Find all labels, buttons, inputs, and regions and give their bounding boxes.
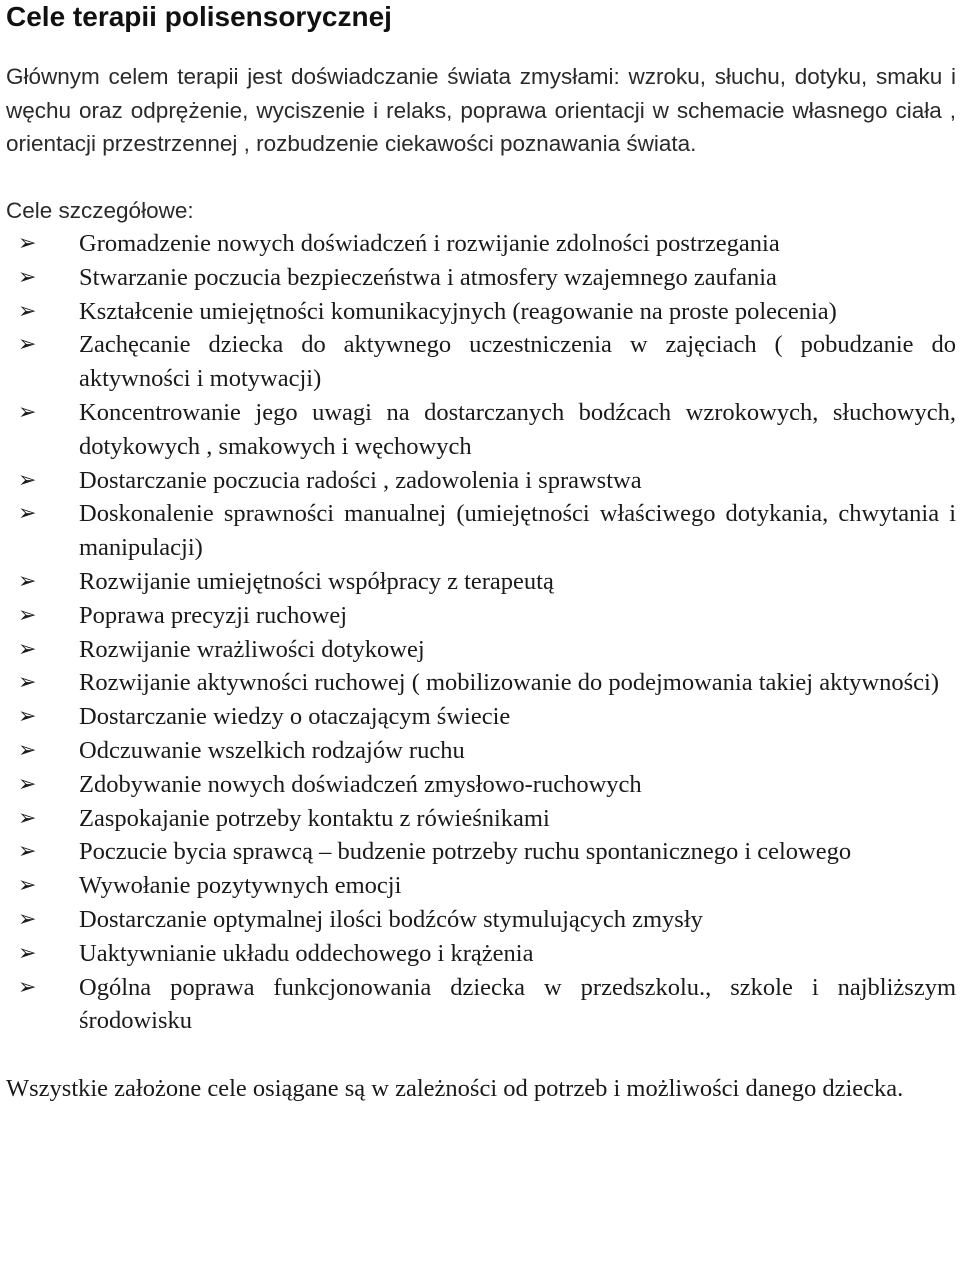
document-page [6, 0, 956, 1106]
document-title: Cele terapii polisensorycznej [6, 1, 392, 32]
list-item [6, 464, 956, 498]
list-item [6, 328, 956, 396]
arrowhead-bullet-icon: ➢ [18, 771, 37, 797]
arrowhead-bullet-icon: ➢ [18, 399, 37, 425]
arrowhead-bullet-icon: ➢ [18, 568, 37, 594]
list-item-text: Uaktywnianie układu oddechowego i krążenia [79, 939, 534, 967]
list-item-text: Gromadzenie nowych doświadczeń i rozwijanie zdolności postrzegania [79, 230, 780, 257]
arrowhead-bullet-icon: ➢ [18, 737, 37, 763]
list-item-text: Wywołanie pozytywnych emocji [79, 872, 402, 900]
arrowhead-bullet-icon: ➢ [18, 670, 37, 696]
list-item-text: Dostarczanie optymalnej ilości bodźców stymulujących zmysły [79, 905, 703, 933]
arrowhead-bullet-icon: ➢ [18, 805, 37, 831]
list-item [6, 768, 956, 802]
list-item [6, 396, 956, 464]
list-item [6, 565, 956, 599]
goals-heading: Cele szczegółowe: [6, 197, 194, 223]
arrowhead-bullet-icon: ➢ [18, 940, 37, 966]
list-item [6, 971, 956, 1039]
list-item [6, 869, 956, 903]
arrowhead-bullet-icon: ➢ [18, 704, 37, 730]
list-item [6, 802, 956, 836]
goals-list [6, 227, 956, 1038]
list-item [6, 227, 956, 261]
list-item [6, 700, 956, 734]
list-item [6, 937, 956, 971]
list-item-text: Rozwijanie umiejętności współpracy z terapeutą [79, 567, 554, 595]
list-item [6, 666, 956, 700]
arrowhead-bullet-icon: ➢ [18, 332, 37, 358]
list-item-text: Kształcenie umiejętności komunikacyjnych (reagowanie na proste polecenia) [79, 297, 837, 325]
arrowhead-bullet-icon: ➢ [18, 501, 37, 527]
arrowhead-bullet-icon: ➢ [18, 264, 37, 290]
list-item-text: Dostarczanie wiedzy o otaczającym świecie [79, 703, 511, 731]
arrowhead-bullet-icon: ➢ [18, 298, 37, 324]
list-item [6, 903, 956, 937]
arrowhead-bullet-icon: ➢ [18, 974, 37, 1000]
list-item-text: Stwarzanie poczucia bezpieczeństwa i atmosfery wzajemnego zaufania [79, 263, 777, 291]
list-item-text: Zdobywanie nowych doświadczeń zmysłowo-ruchowych [79, 770, 642, 798]
list-item-text: Dostarczanie poczucia radości , zadowolenia i sprawstwa [79, 466, 642, 494]
arrowhead-bullet-icon: ➢ [18, 873, 37, 899]
intro-paragraph: Głównym celem terapii jest doświadczanie świata zmysłami: wzroku, słuchu, dotyku, smaku i węchu oraz odprężenie, wyciszenie i relaks, poprawa orientacji w schemacie własnego ciała , orientacji przestrzennej , rozbudzenie ciekawości poznawania świata. [6, 64, 956, 156]
list-item-text: Rozwijanie aktywności ruchowej ( mobilizowanie do podejmowania takiej aktywności) [79, 669, 939, 697]
arrowhead-bullet-icon: ➢ [18, 839, 37, 865]
list-item [6, 261, 956, 295]
list-item-text: Poprawa precyzji ruchowej [79, 601, 348, 629]
closing-paragraph: Wszystkie założone cele osiągane są w zależności od potrzeb i możliwości danego dziecka. [6, 1075, 904, 1103]
list-item [6, 295, 956, 329]
list-item-text: Koncentrowanie jego uwagi na dostarczanych bodźcach wzrokowych, słuchowych, dotykowych , smakowych i węchowych [79, 398, 956, 460]
arrowhead-bullet-icon: ➢ [18, 231, 37, 256]
list-item-text: Odczuwanie wszelkich rodzajów ruchu [79, 736, 465, 764]
list-item [6, 835, 956, 869]
list-item-text: Rozwijanie wrażliwości dotykowej [79, 635, 425, 663]
list-item [6, 633, 956, 667]
list-item [6, 734, 956, 768]
arrowhead-bullet-icon: ➢ [18, 602, 37, 628]
list-item [6, 497, 956, 565]
list-item-text: Zachęcanie dziecka do aktywnego uczestniczenia w zajęciach ( pobudzanie do aktywności i motywacji) [79, 331, 956, 393]
arrowhead-bullet-icon: ➢ [18, 467, 37, 493]
list-item-text: Poczucie bycia sprawcą – budzenie potrzeby ruchu spontanicznego i celowego [79, 838, 852, 866]
list-item [6, 599, 956, 633]
arrowhead-bullet-icon: ➢ [18, 906, 37, 932]
arrowhead-bullet-icon: ➢ [18, 636, 37, 662]
list-item-text: Doskonalenie sprawności manualnej (umiejętności właściwego dotykania, chwytania i manipulacji) [79, 500, 956, 562]
list-item-text: Zaspokajanie potrzeby kontaktu z rówieśnikami [79, 804, 550, 832]
list-item-text: Ogólna poprawa funkcjonowania dziecka w przedszkolu., szkole i najbliższym środowisku [79, 973, 956, 1035]
